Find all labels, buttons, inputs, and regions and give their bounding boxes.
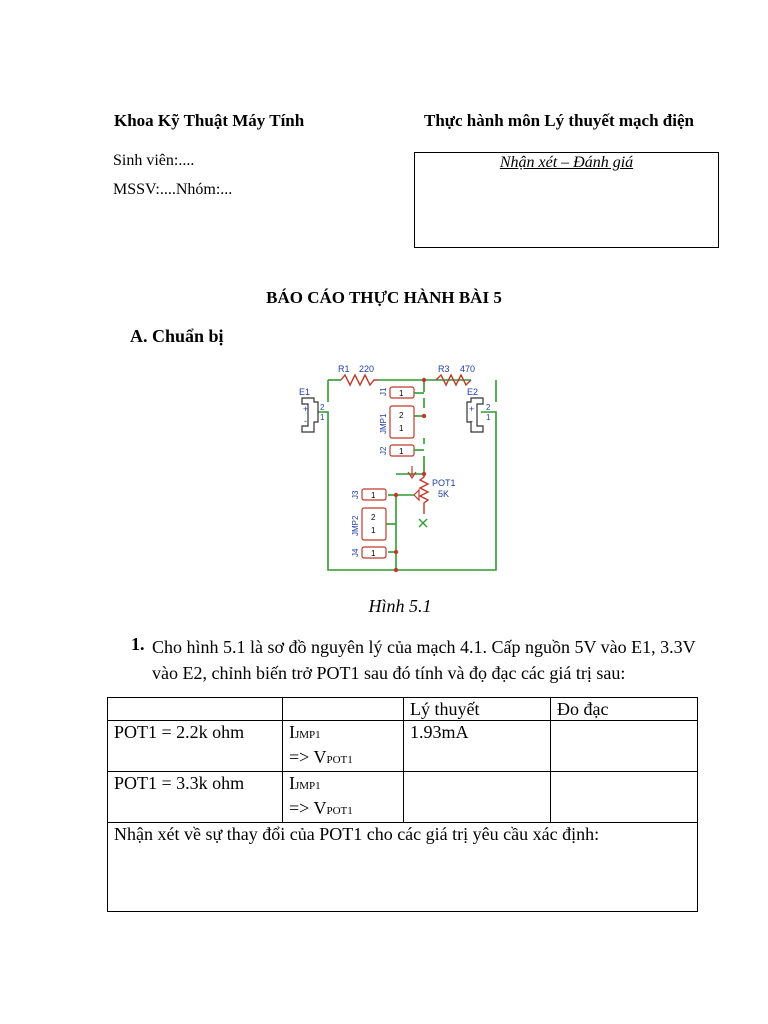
student-line: Sinh viên:....	[113, 152, 195, 169]
row-theory: 1.93mA	[404, 721, 551, 772]
table-row	[108, 721, 698, 772]
j4-label: J4	[351, 548, 360, 557]
id-group-line: MSSV:....Nhóm:...	[113, 181, 233, 198]
table-header-cell	[283, 698, 404, 721]
e1-minus: -	[304, 416, 307, 426]
resistor-r1	[341, 375, 378, 385]
comment-box	[414, 152, 719, 248]
jmp1-pin1: 1	[399, 424, 404, 433]
e2-plus: +	[469, 404, 475, 414]
jmp1-pin2: 2	[399, 411, 404, 420]
e1-pin1: 1	[320, 413, 325, 422]
jmp2-pin2: 2	[371, 513, 376, 522]
e2-pin1: 1	[486, 413, 491, 422]
pot1-value: 5K	[438, 489, 450, 499]
current-symbol: I	[289, 722, 295, 742]
faculty-name: Khoa Kỹ Thuật Máy Tính	[114, 111, 305, 130]
r3-value: 470	[460, 364, 476, 374]
row-label: POT1 = 3.3k ohm	[108, 772, 283, 823]
voltage-subscript: POT1	[326, 754, 353, 766]
j1-pin: 1	[399, 389, 404, 398]
question-text: Cho hình 5.1 là sơ đồ nguyên lý của mạch 4.1. Cấp nguồn 5V vào E1, 3.3V vào E2, chỉnh biến trở POT1 sau đó tính và đọ đạc các giá trị sau:	[152, 637, 696, 683]
j1-label: J1	[379, 387, 388, 396]
voltage-subscript: POT1	[326, 805, 353, 817]
table-header-measured: Đo đạc	[551, 698, 698, 721]
table-header-cell	[108, 698, 283, 721]
r1-value: 220	[359, 364, 375, 374]
table-footer-note: Nhận xét về sự thay đổi của POT1 cho các giá trị yêu cầu xác định:	[108, 823, 698, 912]
row-measured	[551, 721, 698, 772]
comment-box-title: Nhận xét – Đánh giá	[499, 154, 634, 171]
e1-plus: +	[303, 404, 309, 414]
report-title: BÁO CÁO THỰC HÀNH BÀI 5	[266, 288, 502, 307]
table-footer-row	[108, 823, 698, 912]
row-quantities	[283, 772, 404, 823]
e2-pin2: 2	[486, 403, 491, 412]
potentiometer-pot1	[420, 474, 428, 514]
voltage-symbol: => V	[289, 747, 327, 767]
results-table	[107, 697, 698, 912]
r3-label: R3	[438, 364, 450, 374]
j4-pin: 1	[371, 549, 376, 558]
table-row	[108, 772, 698, 823]
e1-pin2: 2	[320, 403, 325, 412]
e2-minus: -	[470, 416, 473, 426]
row-theory	[404, 772, 551, 823]
wire-outer	[318, 412, 496, 570]
current-subscript: JMP1	[295, 729, 321, 741]
j2-pin: 1	[399, 447, 404, 456]
row-quantities	[283, 721, 404, 772]
row-label: POT1 = 2.2k ohm	[108, 721, 283, 772]
table-header-theory: Lý thuyết	[404, 698, 551, 721]
e2-label: E2	[467, 387, 479, 397]
section-heading-a: A. Chuẩn bị	[130, 326, 224, 346]
j3-pin: 1	[371, 491, 376, 500]
jmp2-pin1: 1	[371, 526, 376, 535]
j2-label: J2	[379, 446, 388, 455]
jmp1-label: JMP1	[379, 413, 388, 434]
current-symbol: I	[289, 773, 295, 793]
r1-label: R1	[338, 364, 350, 374]
question-number: 1.	[131, 634, 145, 654]
voltage-symbol: => V	[289, 798, 327, 818]
current-subscript: JMP1	[295, 780, 321, 792]
e1-label: E1	[299, 387, 311, 397]
course-name: Thực hành môn Lý thuyết mạch điện	[424, 111, 694, 130]
row-measured	[551, 772, 698, 823]
table-header-row	[108, 698, 698, 721]
figure-caption: Hình 5.1	[368, 596, 432, 616]
jmp2-label: JMP2	[351, 515, 360, 536]
pot1-label: POT1	[432, 478, 456, 488]
j3-label: J3	[351, 490, 360, 499]
circuit-diagram	[296, 362, 508, 578]
